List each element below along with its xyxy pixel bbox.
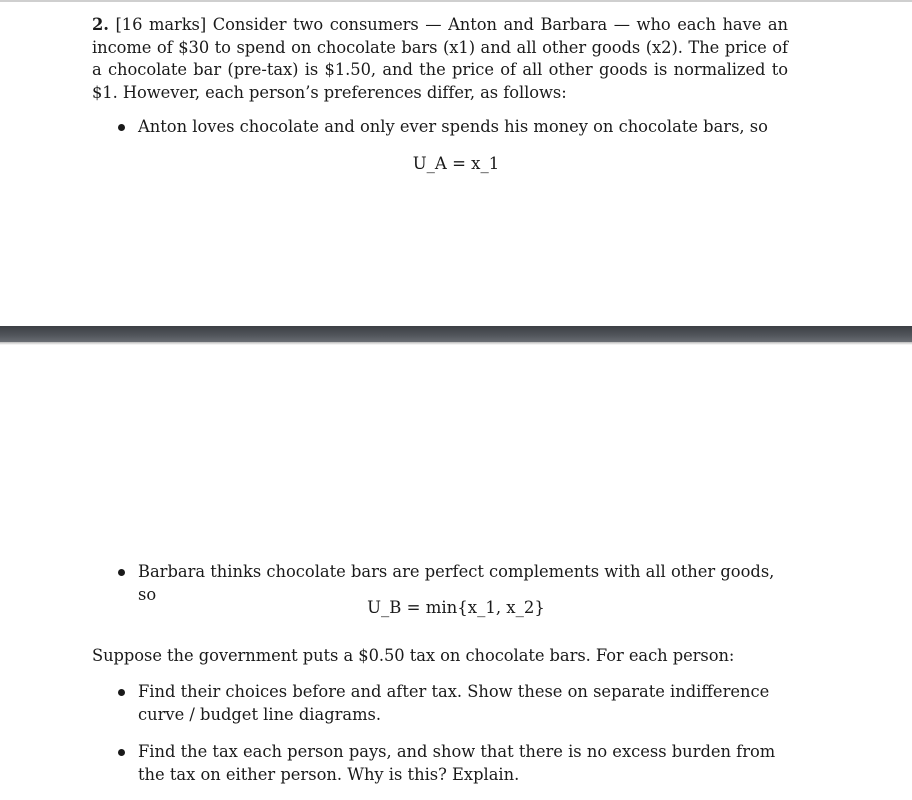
equation-anton <box>0 154 912 173</box>
equation-barbara <box>0 598 912 617</box>
bullet-dot-icon <box>118 569 125 576</box>
question-number: 2. <box>92 15 109 34</box>
bullet-dot-icon <box>118 689 125 696</box>
bullet-dot-icon <box>118 124 125 131</box>
task-text: Find the tax each person pays, and show that there is no excess burden from the tax on either person. Why is this? Explain. <box>138 742 776 784</box>
question-intro-text: [16 marks] Consider two consumers — Anton and Barbara — who each have an income of $30 to spend on chocolate bars (x1) and all other goods (x2). The price of a chocolate bar (pre-tax) is $1.50, and the price of all other goods is normalized to $1. However, each person’s preferences differ, as follows: <box>92 15 788 102</box>
bullet-barbara-text: Barbara thinks chocolate bars are perfect complements with all other goods, so <box>138 562 775 604</box>
tax-statement: Suppose the government puts a $0.50 tax on chocolate bars. For each person: <box>92 646 735 665</box>
equation-barbara-text: U_B = min{x_1, x_2} <box>367 598 545 617</box>
task-text: Find their choices before and after tax. Show these on separate indifference curve / budget line diagrams. <box>138 682 770 724</box>
bullet-dot-icon <box>118 749 125 756</box>
equation-anton-text: U_A = x_1 <box>412 154 500 173</box>
task-item <box>118 741 788 786</box>
task-item <box>118 681 788 726</box>
page-separator-shadow <box>0 342 912 345</box>
page-separator <box>0 326 912 342</box>
question-intro <box>92 14 788 104</box>
page-top-border <box>0 0 912 2</box>
bullet-anton-text: Anton loves chocolate and only ever spends his money on chocolate bars, so <box>138 117 768 136</box>
bullet-anton <box>118 116 788 139</box>
